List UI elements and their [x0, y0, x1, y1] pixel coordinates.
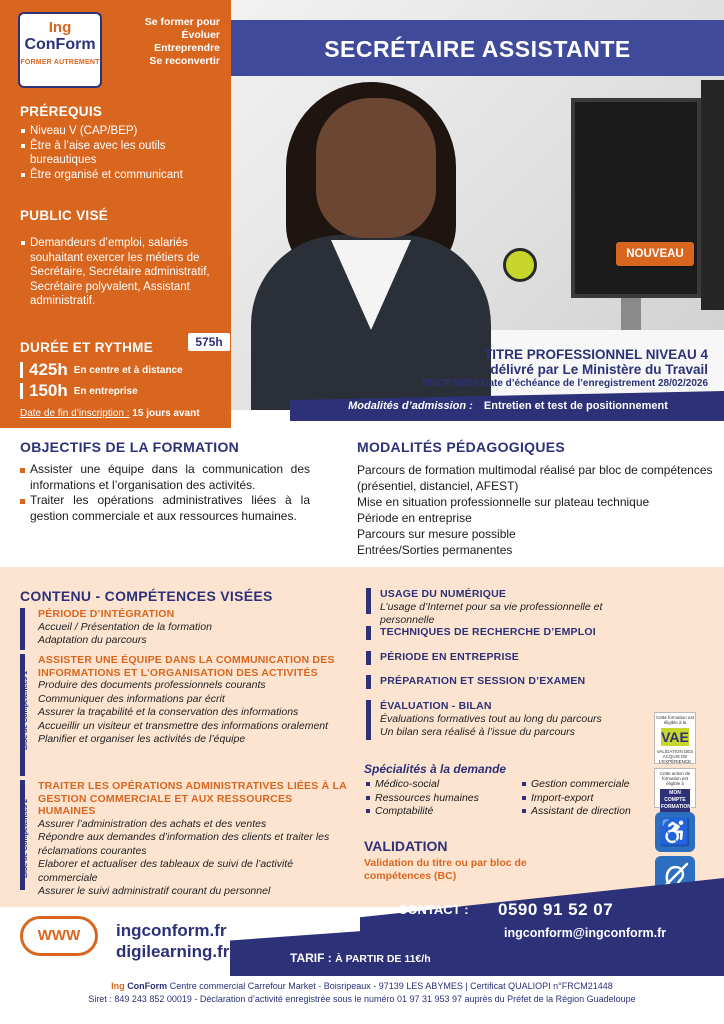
- block-bar: [20, 608, 25, 650]
- block-bar: [366, 588, 371, 614]
- tarif-value: À PARTIR DE 11€/h: [335, 953, 431, 965]
- modalites-line: Mise en situation professionnelle sur plateau technique: [357, 495, 650, 509]
- list-item: Import-export: [522, 792, 631, 806]
- list-item: Ressources humaines: [366, 792, 479, 806]
- modalites-text: [357, 462, 717, 558]
- evaluation-block: [366, 700, 646, 740]
- objectifs-title: OBJECTIFS DE LA FORMATION: [20, 439, 240, 455]
- website-link[interactable]: ingconform.fr: [116, 921, 227, 940]
- admission-value: Entretien et test de positionnement: [483, 400, 668, 412]
- admission-text: [300, 400, 716, 412]
- block-bar: [366, 626, 371, 640]
- examen-block: [366, 675, 646, 688]
- prerequis-title: PRÉREQUIS: [20, 104, 103, 119]
- entreprise-title: PÉRIODE EN ENTREPRISE: [380, 651, 519, 663]
- objectifs-list: [20, 462, 310, 524]
- list-item: Évaluations formatives tout au long du parcours: [380, 712, 602, 725]
- list-item: Assurer le suivi administratif courant du personnel: [38, 885, 271, 897]
- modalites-title: MODALITÉS PÉDAGOGIQUES: [357, 439, 566, 455]
- www-icon: WWW: [20, 916, 98, 956]
- list-item: Assister une équipe dans la communication des informations et l’organisation des activités.: [20, 462, 310, 493]
- centre-hours: 425h: [29, 360, 68, 379]
- new-badge: NOUVEAU: [616, 242, 694, 266]
- admission-label: Modalités d’admission :: [348, 400, 473, 412]
- contact-phone[interactable]: 0590 91 52 07: [498, 900, 614, 919]
- specialites-col-1: [366, 778, 479, 819]
- vae-badge: [654, 712, 696, 764]
- list-item: Assurer l’administration des achats et des ventes: [38, 817, 267, 830]
- vae-top: Cette formation est éligible à la: [655, 715, 695, 725]
- list-item: Assurer la traçabilité et la conservation des informations: [38, 706, 299, 718]
- logo-line-1: Ing: [48, 19, 72, 36]
- numerique-block: [366, 588, 646, 628]
- list-item: Répondre aux demandes d’information des clients et traiter les réclamations courantes: [38, 831, 330, 857]
- validation-title: VALIDATION: [364, 838, 448, 854]
- registration-deadline: [20, 408, 200, 419]
- list-item: Niveau V (CAP/BEP): [20, 124, 228, 139]
- logo: [18, 12, 102, 88]
- block-bar: [366, 700, 371, 740]
- numerique-text: L’usage d’Internet pour sa vie professionnelle et personnelle: [380, 600, 603, 626]
- tagline-line: Évoluer: [181, 29, 220, 41]
- logo-line-2: ConForm: [24, 36, 96, 53]
- tagline-line: Se reconvertir: [149, 55, 220, 67]
- footer-line-2: Siret : 849 243 852 00019 - Déclaration d’activité enregistrée sous le numéro 01 97 31 953 97 auprès du Préfet de la Région Guadeloupe: [88, 994, 636, 1004]
- specialites-title: Spécialités à la demande: [364, 762, 507, 776]
- titre-pro-line-1: TITRE PROFESSIONNEL NIVEAU 4: [483, 347, 708, 362]
- list-item: Accueil / Présentation de la formation: [38, 620, 212, 633]
- examen-title: PRÉPARATION ET SESSION D’EXAMEN: [380, 675, 586, 687]
- tagline-line: Entreprendre: [154, 42, 220, 54]
- footer-address: Centre commercial Carrefour Market - Boisripeaux - 97139 LES ABYMES | Certificat QUALIOPI n°FRCM21448: [169, 981, 613, 991]
- modalites-line: Période en entreprise: [357, 511, 472, 525]
- list-item: Produire des documents professionnels courants: [38, 679, 266, 691]
- monitor-illustration: [571, 98, 701, 298]
- list-item: Demandeurs d’emploi, salariés souhaitant exercer les métiers de Secrétaire, Secrétaire administratif, Secrétaire polyvalent, Assistant administratif.: [20, 236, 230, 309]
- emploi-title: TECHNIQUES DE RECHERCHE D’EMPLOI: [380, 626, 596, 638]
- block-bar: [366, 651, 371, 665]
- public-title: PUBLIC VISÉ: [20, 208, 109, 223]
- modalites-line: Parcours sur mesure possible: [357, 527, 516, 541]
- modalites-line: Entrées/Sorties permanentes: [357, 543, 513, 557]
- cpf-badge: [654, 768, 696, 808]
- list-item: Assistant de direction: [522, 805, 631, 819]
- validation-text: Validation du titre ou par bloc de compétences (BC): [364, 857, 527, 882]
- modalites-line: Parcours de formation multimodal réalisé par bloc de compétences (présentiel, distanciel, AFEST): [357, 463, 713, 493]
- bloc-1: [20, 654, 350, 747]
- integration-title: PÉRIODE D’INTÉGRATION: [38, 608, 175, 620]
- duree-title: DURÉE ET RYTHME: [20, 340, 154, 355]
- total-hours-badge: 575h: [188, 333, 230, 351]
- list-item: Être organisé et communicant: [20, 168, 228, 183]
- list-item: Communiquer des informations par écrit: [38, 692, 225, 705]
- wheelchair-icon: ♿: [655, 812, 695, 852]
- cpf-logo: MON COMPTE FORMATION: [661, 790, 691, 810]
- vae-bottom: VALIDATION DES ACQUIS DE L'EXPÉRIENCE: [656, 749, 694, 764]
- cpf-top: Cette action de formation est éligible à: [659, 771, 691, 786]
- public-list: [20, 236, 230, 309]
- rncp-info: RNCP36804 Date d’échéance de l’enregistrement 28/02/2026: [422, 378, 708, 389]
- entreprise-block: [366, 651, 646, 664]
- bloc-2-label: Bloc de Compétences 2: [22, 799, 29, 878]
- hours-marker: [20, 383, 23, 399]
- footer-brand-1: Ing: [111, 981, 125, 991]
- centre-label: En centre et à distance: [73, 364, 183, 376]
- bloc-2: [20, 780, 350, 899]
- hours-marker: [20, 362, 23, 378]
- hero-photo: [231, 0, 724, 410]
- list-item: Accueillir un visiteur et transmettre des informations oralement: [38, 719, 329, 732]
- entreprise-hours: 150h: [29, 381, 68, 400]
- numerique-title: USAGE DU NUMÉRIQUE: [380, 588, 507, 600]
- evaluation-title: ÉVALUATION - BILAN: [380, 700, 492, 712]
- deadline-value: 15 jours avant: [132, 408, 200, 419]
- footer-line-1: [0, 980, 724, 993]
- list-item: Gestion commerciale: [522, 778, 631, 792]
- person-face: [316, 98, 436, 238]
- contact-email[interactable]: ingconform@ingconform.fr: [504, 926, 667, 940]
- desk-fan: [503, 248, 537, 282]
- tarif: [290, 951, 431, 965]
- list-item: Planifier et organiser les activités de l’équipe: [38, 733, 246, 745]
- tagline: [110, 16, 220, 68]
- titre-pro-line-2: délivré par Le Ministère du Travail: [490, 362, 708, 377]
- titre-pro: [484, 347, 708, 377]
- list-item: Un bilan sera réalisé à l’issue du parcours: [380, 726, 575, 738]
- deadline-label: Date de fin d’inscription :: [20, 408, 130, 419]
- list-item: Médico-social: [366, 778, 479, 792]
- page-title: SECRÉTAIRE ASSISTANTE: [324, 36, 631, 62]
- list-item: Adaptation du parcours: [38, 634, 147, 646]
- block-bar: [366, 675, 371, 689]
- websites: [116, 920, 229, 962]
- specialites-col-2: [522, 778, 631, 819]
- footer-brand-2: ConForm: [127, 981, 168, 991]
- bloc-1-title: ASSISTER UNE ÉQUIPE DANS LA COMMUNICATION DES INFORMATIONS ET L’ORGANISATION DES ACTIVITÉS: [38, 654, 335, 679]
- monitor-illustration: [701, 80, 724, 310]
- prerequis-list: [20, 124, 228, 182]
- bloc-2-title: TRAITER LES OPÉRATIONS ADMINISTRATIVES LIÉES À LA GESTION COMMERCIALE ET AUX RESSOURCES HUMAINES: [38, 780, 347, 817]
- list-item: Comptabilité: [366, 805, 479, 819]
- list-item: Être à l’aise avec les outils bureautiques: [20, 139, 228, 168]
- emploi-block: [366, 626, 646, 639]
- footer: [0, 980, 724, 1006]
- contenu-title: CONTENU - COMPÉTENCES VISÉES: [20, 588, 273, 604]
- tarif-label: TARIF :: [290, 951, 332, 965]
- entreprise-label: En entreprise: [73, 385, 138, 397]
- tagline-line: Se former pour: [144, 16, 220, 28]
- contact-label: CONTACT :: [398, 902, 469, 917]
- list-item: Elaborer et actualiser des tableaux de suivi de l’activité commerciale: [38, 858, 294, 884]
- list-item: Traiter les opérations administratives liées à la gestion commerciale et aux ressources humaines.: [20, 493, 310, 524]
- bloc-1-label: Bloc de Compétences 1: [22, 671, 29, 750]
- logo-tagline: FORMER AUTREMENT: [20, 59, 100, 66]
- centre-hours-row: [20, 360, 183, 380]
- website-link[interactable]: digilearning.fr: [116, 942, 230, 961]
- vae-logo: VAE: [661, 729, 689, 745]
- integration-block: [20, 608, 350, 648]
- entreprise-hours-row: [20, 381, 138, 401]
